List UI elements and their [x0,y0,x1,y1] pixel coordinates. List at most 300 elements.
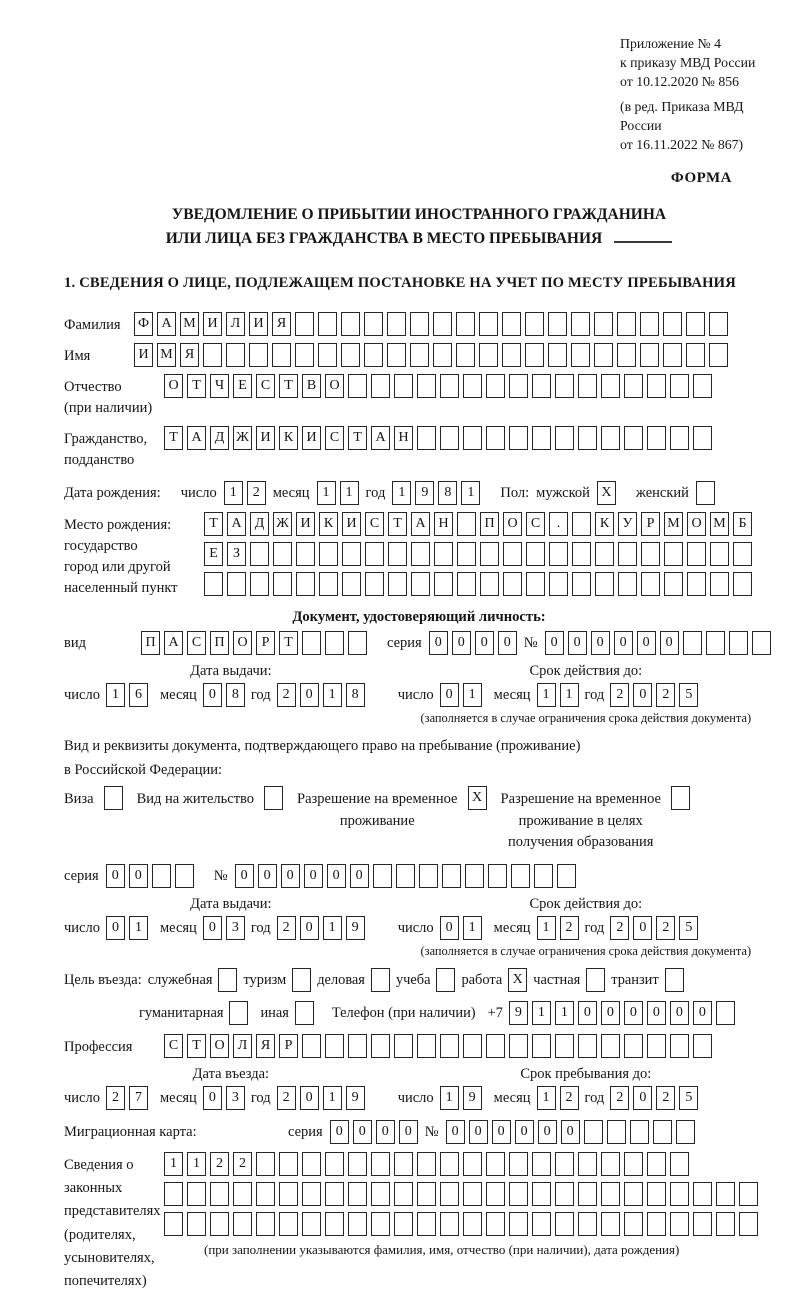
form-cell[interactable] [670,1212,689,1236]
form-cell[interactable]: 0 [258,864,277,888]
form-cell[interactable]: 0 [601,1001,620,1025]
form-cell[interactable]: 1 [323,683,342,707]
form-cell[interactable]: 0 [693,1001,712,1025]
form-cell[interactable]: Ж [233,426,252,450]
form-cell[interactable] [388,572,407,596]
form-cell[interactable]: 0 [440,683,459,707]
form-cell[interactable]: 0 [300,1086,319,1110]
form-cell[interactable] [571,343,590,367]
form-cell[interactable]: И [203,312,222,336]
form-cell[interactable]: 1 [187,1152,206,1176]
form-cell[interactable]: П [210,631,229,655]
form-cell[interactable]: У [618,512,637,536]
form-cell[interactable] [279,1212,298,1236]
form-cell[interactable] [419,864,438,888]
form-cell[interactable] [433,343,452,367]
form-cell[interactable]: 3 [226,916,245,940]
form-cell[interactable] [624,1034,643,1058]
form-cell[interactable] [572,512,591,536]
form-cell[interactable] [348,1212,367,1236]
form-cell[interactable]: . [549,512,568,536]
form-cell[interactable] [348,374,367,398]
form-cell[interactable] [733,572,752,596]
form-cell[interactable] [272,343,291,367]
form-cell[interactable] [526,572,545,596]
form-cell[interactable]: 1 [463,683,482,707]
form-cell[interactable]: М [664,512,683,536]
form-cell[interactable] [152,864,171,888]
form-cell[interactable]: С [325,426,344,450]
form-cell[interactable] [671,786,690,810]
form-cell[interactable] [104,786,123,810]
form-cell[interactable] [710,542,729,566]
form-cell[interactable]: 0 [300,916,319,940]
form-cell[interactable] [434,572,453,596]
form-cell[interactable]: А [227,512,246,536]
form-cell[interactable]: 2 [277,1086,296,1110]
form-cell[interactable]: 1 [129,916,148,940]
form-cell[interactable] [594,312,613,336]
form-cell[interactable]: Т [348,426,367,450]
form-cell[interactable] [503,542,522,566]
form-cell[interactable] [578,426,597,450]
form-cell[interactable]: 0 [492,1120,511,1144]
form-cell[interactable] [624,426,643,450]
form-cell[interactable]: Я [256,1034,275,1058]
form-cell[interactable]: 0 [670,1001,689,1025]
form-cell[interactable] [532,374,551,398]
form-cell[interactable] [325,1034,344,1058]
form-cell[interactable]: О [164,374,183,398]
form-cell[interactable] [509,1182,528,1206]
form-cell[interactable] [204,572,223,596]
form-cell[interactable]: Т [204,512,223,536]
form-cell[interactable] [440,1152,459,1176]
form-cell[interactable]: 0 [545,631,564,655]
form-cell[interactable] [218,968,237,992]
form-cell[interactable] [624,374,643,398]
form-cell[interactable]: Т [388,512,407,536]
form-cell[interactable]: Р [279,1034,298,1058]
form-cell[interactable]: И [296,512,315,536]
form-cell[interactable] [292,968,311,992]
form-cell[interactable] [279,1152,298,1176]
form-cell[interactable] [417,1152,436,1176]
form-cell[interactable] [436,968,455,992]
form-cell[interactable]: 0 [440,916,459,940]
form-cell[interactable] [227,572,246,596]
form-cell[interactable] [434,542,453,566]
form-cell[interactable] [364,343,383,367]
form-cell[interactable]: К [595,512,614,536]
form-cell[interactable] [164,1182,183,1206]
form-cell[interactable] [341,343,360,367]
form-cell[interactable] [319,572,338,596]
form-cell[interactable] [325,1182,344,1206]
form-cell[interactable]: В [302,374,321,398]
form-cell[interactable] [647,1152,666,1176]
form-cell[interactable] [693,1034,712,1058]
form-cell[interactable] [647,1212,666,1236]
form-cell[interactable]: 1 [537,683,556,707]
form-cell[interactable]: И [342,512,361,536]
form-cell[interactable] [534,864,553,888]
form-cell[interactable] [618,572,637,596]
form-cell[interactable] [532,1152,551,1176]
form-cell[interactable]: X [597,481,616,505]
form-cell[interactable] [663,312,682,336]
form-cell[interactable] [670,374,689,398]
form-cell[interactable] [440,1034,459,1058]
form-cell[interactable]: 0 [129,864,148,888]
form-cell[interactable] [371,1034,390,1058]
form-cell[interactable] [532,1212,551,1236]
form-cell[interactable] [647,1034,666,1058]
form-cell[interactable] [624,1182,643,1206]
form-cell[interactable] [641,572,660,596]
form-cell[interactable]: 0 [637,631,656,655]
form-cell[interactable] [417,1034,436,1058]
form-cell[interactable]: 0 [350,864,369,888]
form-cell[interactable] [532,426,551,450]
form-cell[interactable]: 0 [614,631,633,655]
form-cell[interactable] [509,374,528,398]
form-cell[interactable]: С [187,631,206,655]
form-cell[interactable]: 2 [610,916,629,940]
form-cell[interactable] [325,1212,344,1236]
form-cell[interactable] [617,312,636,336]
form-cell[interactable]: 2 [656,916,675,940]
form-cell[interactable] [250,572,269,596]
form-cell[interactable] [549,542,568,566]
form-cell[interactable] [617,343,636,367]
form-cell[interactable]: 8 [438,481,457,505]
form-cell[interactable] [348,1182,367,1206]
form-cell[interactable]: А [187,426,206,450]
form-cell[interactable]: Д [210,426,229,450]
form-cell[interactable]: 1 [323,916,342,940]
form-cell[interactable] [555,1212,574,1236]
form-cell[interactable]: П [141,631,160,655]
form-cell[interactable] [411,542,430,566]
form-cell[interactable]: 0 [633,916,652,940]
form-cell[interactable] [264,786,283,810]
form-cell[interactable]: 0 [515,1120,534,1144]
form-cell[interactable] [640,343,659,367]
form-cell[interactable] [653,1120,672,1144]
form-cell[interactable] [578,1034,597,1058]
form-cell[interactable] [670,1034,689,1058]
form-cell[interactable] [210,1212,229,1236]
form-cell[interactable] [486,426,505,450]
form-cell[interactable] [525,343,544,367]
form-cell[interactable]: 0 [568,631,587,655]
form-cell[interactable]: Н [394,426,413,450]
form-cell[interactable]: Я [272,312,291,336]
form-cell[interactable] [532,1182,551,1206]
form-cell[interactable] [256,1152,275,1176]
form-cell[interactable]: И [249,312,268,336]
form-cell[interactable]: Т [279,374,298,398]
form-cell[interactable]: 0 [633,1086,652,1110]
form-cell[interactable] [463,1034,482,1058]
form-cell[interactable]: 0 [327,864,346,888]
form-cell[interactable]: И [134,343,153,367]
form-cell[interactable]: 2 [560,1086,579,1110]
form-cell[interactable] [601,374,620,398]
form-cell[interactable]: 9 [346,1086,365,1110]
form-cell[interactable]: 9 [509,1001,528,1025]
form-cell[interactable]: Л [226,312,245,336]
form-cell[interactable] [371,1152,390,1176]
form-cell[interactable]: 1 [164,1152,183,1176]
form-cell[interactable] [440,1212,459,1236]
form-cell[interactable] [647,426,666,450]
form-cell[interactable] [578,1152,597,1176]
form-cell[interactable]: 1 [537,916,556,940]
form-cell[interactable] [371,1212,390,1236]
form-cell[interactable] [601,1182,620,1206]
form-cell[interactable] [686,312,705,336]
form-cell[interactable] [463,1212,482,1236]
form-cell[interactable]: 2 [610,1086,629,1110]
form-cell[interactable]: Ч [210,374,229,398]
form-cell[interactable] [371,374,390,398]
form-cell[interactable] [302,1152,321,1176]
form-cell[interactable] [572,572,591,596]
form-cell[interactable]: К [279,426,298,450]
form-cell[interactable] [295,1001,314,1025]
form-cell[interactable]: 0 [429,631,448,655]
form-cell[interactable] [486,374,505,398]
form-cell[interactable] [706,631,725,655]
form-cell[interactable] [479,312,498,336]
form-cell[interactable] [250,542,269,566]
form-cell[interactable] [663,343,682,367]
form-cell[interactable]: 1 [323,1086,342,1110]
form-cell[interactable] [578,374,597,398]
form-cell[interactable]: X [508,968,527,992]
form-cell[interactable] [233,1182,252,1206]
form-cell[interactable] [555,1152,574,1176]
form-cell[interactable]: Я [180,343,199,367]
form-cell[interactable]: М [180,312,199,336]
form-cell[interactable] [388,542,407,566]
form-cell[interactable] [325,1152,344,1176]
form-cell[interactable]: 0 [538,1120,557,1144]
form-cell[interactable] [686,343,705,367]
form-cell[interactable]: 0 [561,1120,580,1144]
form-cell[interactable]: А [411,512,430,536]
form-cell[interactable] [739,1212,758,1236]
form-cell[interactable]: Д [250,512,269,536]
form-cell[interactable] [256,1182,275,1206]
form-cell[interactable] [229,1001,248,1025]
form-cell[interactable] [479,343,498,367]
form-cell[interactable] [752,631,771,655]
form-cell[interactable] [624,1152,643,1176]
form-cell[interactable]: 0 [353,1120,372,1144]
form-cell[interactable] [364,312,383,336]
form-cell[interactable]: 2 [656,1086,675,1110]
form-cell[interactable]: Л [233,1034,252,1058]
form-cell[interactable] [716,1182,735,1206]
form-cell[interactable] [302,1212,321,1236]
form-cell[interactable] [595,542,614,566]
form-cell[interactable]: Т [187,1034,206,1058]
form-cell[interactable] [319,542,338,566]
form-cell[interactable] [175,864,194,888]
form-cell[interactable] [433,312,452,336]
form-cell[interactable]: Н [434,512,453,536]
form-cell[interactable] [465,864,484,888]
form-cell[interactable] [548,312,567,336]
form-cell[interactable] [571,312,590,336]
form-cell[interactable]: С [164,1034,183,1058]
form-cell[interactable] [584,1120,603,1144]
form-cell[interactable] [601,426,620,450]
form-cell[interactable] [502,312,521,336]
form-cell[interactable] [387,343,406,367]
form-cell[interactable] [486,1152,505,1176]
form-cell[interactable]: Е [233,374,252,398]
form-cell[interactable]: 0 [203,1086,222,1110]
form-cell[interactable] [709,312,728,336]
form-cell[interactable] [509,1212,528,1236]
form-cell[interactable] [371,968,390,992]
form-cell[interactable] [525,312,544,336]
form-cell[interactable] [210,1182,229,1206]
form-cell[interactable] [457,512,476,536]
form-cell[interactable] [693,374,712,398]
form-cell[interactable]: А [164,631,183,655]
form-cell[interactable] [456,343,475,367]
form-cell[interactable]: 1 [560,683,579,707]
form-cell[interactable]: Р [641,512,660,536]
form-cell[interactable]: 6 [129,683,148,707]
form-cell[interactable]: 1 [532,1001,551,1025]
form-cell[interactable]: З [227,542,246,566]
form-cell[interactable] [664,542,683,566]
form-cell[interactable]: Б [733,512,752,536]
form-cell[interactable] [302,1182,321,1206]
form-cell[interactable] [709,343,728,367]
form-cell[interactable] [595,572,614,596]
form-cell[interactable]: 8 [226,683,245,707]
form-cell[interactable] [394,1212,413,1236]
form-cell[interactable]: И [256,426,275,450]
form-cell[interactable] [440,426,459,450]
form-cell[interactable] [387,312,406,336]
form-cell[interactable]: 0 [281,864,300,888]
form-cell[interactable] [687,572,706,596]
form-cell[interactable] [509,1034,528,1058]
form-cell[interactable] [411,572,430,596]
form-cell[interactable]: Ф [134,312,153,336]
form-cell[interactable]: С [526,512,545,536]
form-cell[interactable]: О [687,512,706,536]
form-cell[interactable]: Р [256,631,275,655]
form-cell[interactable]: 2 [106,1086,125,1110]
form-cell[interactable]: Т [164,426,183,450]
form-cell[interactable] [641,542,660,566]
form-cell[interactable] [302,1034,321,1058]
form-cell[interactable] [442,864,461,888]
form-cell[interactable] [342,542,361,566]
form-cell[interactable] [630,1120,649,1144]
form-cell[interactable]: 8 [346,683,365,707]
form-cell[interactable] [348,1034,367,1058]
form-cell[interactable]: 0 [376,1120,395,1144]
form-cell[interactable] [342,572,361,596]
form-cell[interactable] [624,1212,643,1236]
form-cell[interactable] [693,1182,712,1206]
form-cell[interactable] [296,542,315,566]
form-cell[interactable]: 1 [463,916,482,940]
form-cell[interactable]: 1 [537,1086,556,1110]
form-cell[interactable]: 0 [633,683,652,707]
form-cell[interactable]: 2 [247,481,266,505]
form-cell[interactable] [601,1212,620,1236]
form-cell[interactable]: 0 [446,1120,465,1144]
form-cell[interactable] [256,1212,275,1236]
form-cell[interactable] [365,542,384,566]
form-cell[interactable]: Ж [273,512,292,536]
form-cell[interactable]: О [210,1034,229,1058]
form-cell[interactable] [463,1152,482,1176]
form-cell[interactable] [417,1212,436,1236]
form-cell[interactable] [670,426,689,450]
form-cell[interactable] [640,312,659,336]
form-cell[interactable]: 1 [461,481,480,505]
form-cell[interactable] [457,572,476,596]
form-cell[interactable] [164,1212,183,1236]
form-cell[interactable] [502,343,521,367]
form-cell[interactable] [532,1034,551,1058]
form-cell[interactable] [555,374,574,398]
form-cell[interactable] [716,1001,735,1025]
form-cell[interactable] [488,864,507,888]
form-cell[interactable] [233,1212,252,1236]
form-cell[interactable] [486,1212,505,1236]
form-cell[interactable] [296,572,315,596]
form-cell[interactable] [480,572,499,596]
form-cell[interactable] [578,1212,597,1236]
form-cell[interactable]: 5 [679,916,698,940]
form-cell[interactable] [325,631,344,655]
form-cell[interactable]: Т [279,631,298,655]
form-cell[interactable] [394,1034,413,1058]
form-cell[interactable]: 0 [452,631,471,655]
form-cell[interactable] [594,343,613,367]
form-cell[interactable] [601,1034,620,1058]
form-cell[interactable] [670,1182,689,1206]
form-cell[interactable] [693,1212,712,1236]
form-cell[interactable]: 2 [656,683,675,707]
form-cell[interactable] [710,572,729,596]
form-cell[interactable]: 0 [399,1120,418,1144]
form-cell[interactable] [665,968,684,992]
form-cell[interactable] [417,1182,436,1206]
form-cell[interactable] [373,864,392,888]
form-cell[interactable]: 2 [233,1152,252,1176]
form-cell[interactable]: X [468,786,487,810]
form-cell[interactable] [618,542,637,566]
form-cell[interactable]: О [325,374,344,398]
form-cell[interactable] [410,343,429,367]
form-cell[interactable]: 5 [679,1086,698,1110]
form-cell[interactable] [394,1152,413,1176]
